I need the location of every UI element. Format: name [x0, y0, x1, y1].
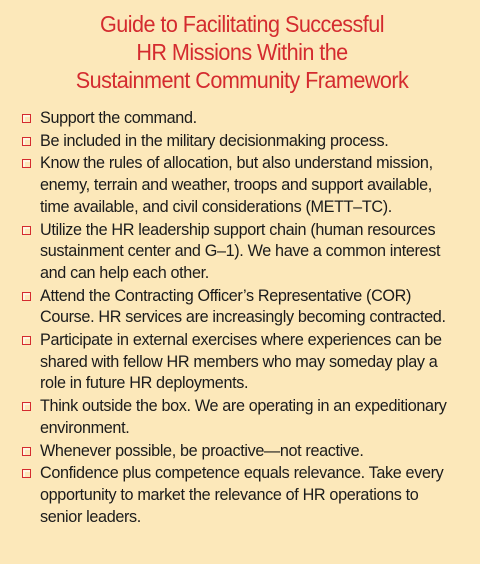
checkbox-icon — [22, 336, 31, 345]
list-item — [22, 396, 462, 439]
list-item-text: Support the command. — [40, 109, 197, 127]
list-item — [22, 220, 462, 285]
list-item-text: Participate in external exercises where experiences can be shared with fellow HR members who may someday play a role in future HR deployments. — [40, 331, 442, 393]
list-item-text: Attend the Contracting Officer’s Representative (COR) Course. HR services are increasingly becoming contracted. — [40, 286, 446, 327]
checkbox-icon — [22, 226, 31, 235]
checkbox-icon — [22, 447, 31, 456]
list-item — [22, 441, 462, 463]
checkbox-icon — [22, 159, 31, 168]
list-item — [22, 108, 462, 130]
title-line-3: Sustainment Community Framework — [75, 67, 409, 93]
list-item — [22, 463, 462, 528]
checkbox-icon — [22, 137, 31, 146]
title-line-2: HR Missions Within the — [136, 39, 348, 65]
list-item-text: Confidence plus competence equals relevance. Take every opportunity to market the relevance of HR operations to senior leaders. — [40, 464, 444, 526]
list-item-text: Utilize the HR leadership support chain (human resources sustainment center and G–1). We have a common interest and can help each other. — [40, 220, 441, 282]
checkbox-icon — [22, 469, 31, 478]
checkbox-icon — [22, 292, 31, 301]
checkbox-icon — [22, 114, 31, 123]
list-item — [22, 330, 462, 395]
checkbox-icon — [22, 402, 31, 411]
title-line-1: Guide to Facilitating Successful — [100, 11, 384, 37]
list-item — [22, 286, 462, 329]
list-item — [22, 153, 462, 218]
list-item-text: Be included in the military decisionmaking process. — [40, 131, 389, 150]
list-item — [22, 131, 462, 153]
guide-list — [22, 108, 462, 528]
page-title — [40, 10, 445, 94]
list-item-text: Whenever possible, be proactive—not reactive. — [40, 441, 364, 460]
list-item-text: Think outside the box. We are operating in an expeditionary environment. — [40, 397, 447, 437]
list-item-text: Know the rules of allocation, but also understand mission, enemy, terrain and weather, troops and support available, time available, and civil considerations (METT–TC). — [40, 154, 433, 216]
